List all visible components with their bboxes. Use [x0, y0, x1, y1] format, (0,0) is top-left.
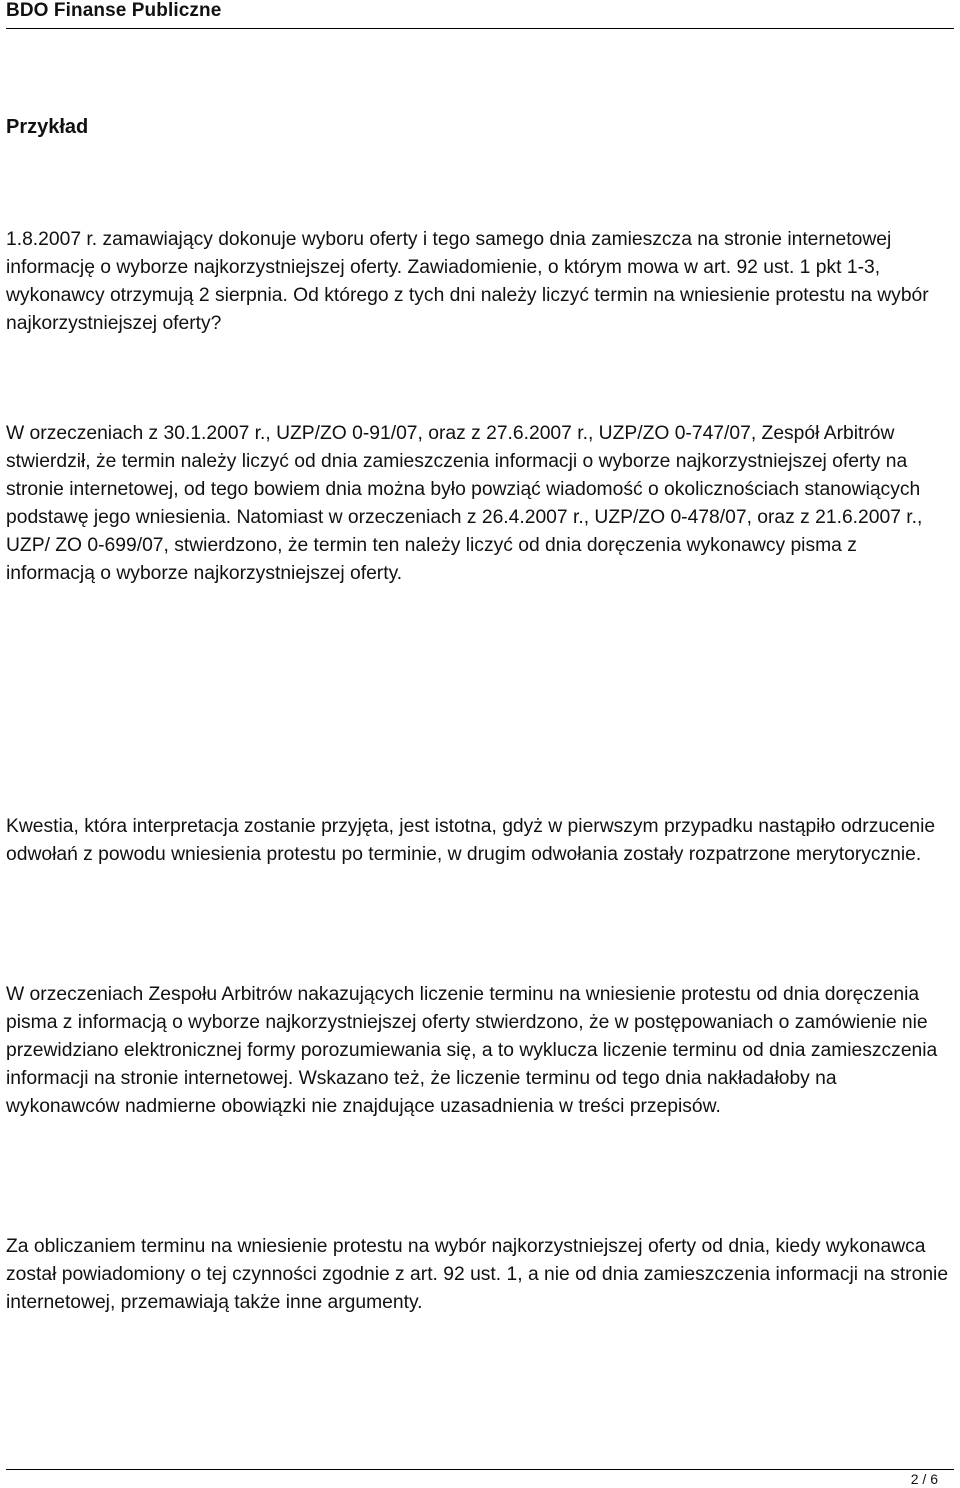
paragraph-arguments: Za obliczaniem terminu na wniesienie protestu na wybór najkorzystniejszej oferty od dnia, kiedy wykonawca został powiadomiony o tej czynności zgodnie z art. 92 ust. 1, a nie od dnia zamieszczenia informacji na stronie internetowej, przemawiają także inne argumenty. [6, 1236, 949, 1313]
page-header [6, 0, 954, 29]
paragraph-rulings: W orzeczeniach z 30.1.2007 r., UZP/ZO 0-91/07, oraz z 27.6.2007 r., UZP/ZO 0-747/07, Zespół Arbitrów stwierdził, że termin należy liczyć od dnia zamieszczenia informacji o wyborze najkorzystniejszej oferty na stronie internetowej, od tego bowiem dnia można było powziąć wiadomość o okolicznościach stanowiących podstawę jego wniesienia. Natomiast w orzeczeniach z 26.4.2007 r., UZP/ZO 0-478/07, oraz z 21.6.2007 r., UZP/ ZO 0-699/07, stwierdzono, że termin ten należy liczyć od dnia doręczenia wykonawcy pisma z informacją o wyborze najkorzystniejszej oferty. [6, 423, 923, 584]
page-number: 2 / 6 [910, 1471, 938, 1487]
header-title: BDO Finanse Publiczne [6, 0, 222, 21]
paragraph-significance: Kwestia, która interpretacja zostanie przyjęta, jest istotna, gdyż w pierwszym przypadku nastąpiło odrzucenie odwołań z powodu wniesienia protestu po terminie, w drugim odwołania zostały rozpatrzone merytorycznie. [6, 816, 936, 865]
section-heading: Przykład [6, 116, 89, 138]
paragraph-example-question: 1.8.2007 r. zamawiający dokonuje wyboru oferty i tego samego dnia zamieszcza na stronie internetowej informację o wyborze najkorzystniejszej oferty. Zawiadomienie, o którym mowa w art. 92 ust. 1 pkt 1-3, wykonawcy otrzymują 2 sierpnia. Od którego z tych dni należy liczyć termin na wniesienie protestu na wybór najkorzystniejszej oferty? [6, 229, 929, 334]
paragraph-arbitration-reasoning: W orzeczeniach Zespołu Arbitrów nakazujących liczenie terminu na wniesienie protestu od dnia doręczenia pisma z informacją o wyborze najkorzystniejszej oferty stwierdzono, że w postępowaniach o zamówienie nie przewidziano elektronicznej formy porozumiewania się, a to wyklucza liczenie terminu od dnia zamieszczenia informacji na stronie internetowej. Wskazano też, że liczenie terminu od tego dnia nakładałoby na wykonawców nadmierne obowiązki nie znajdujące uzasadnienia w treści przepisów. [6, 984, 938, 1117]
footer-divider [6, 1469, 954, 1470]
